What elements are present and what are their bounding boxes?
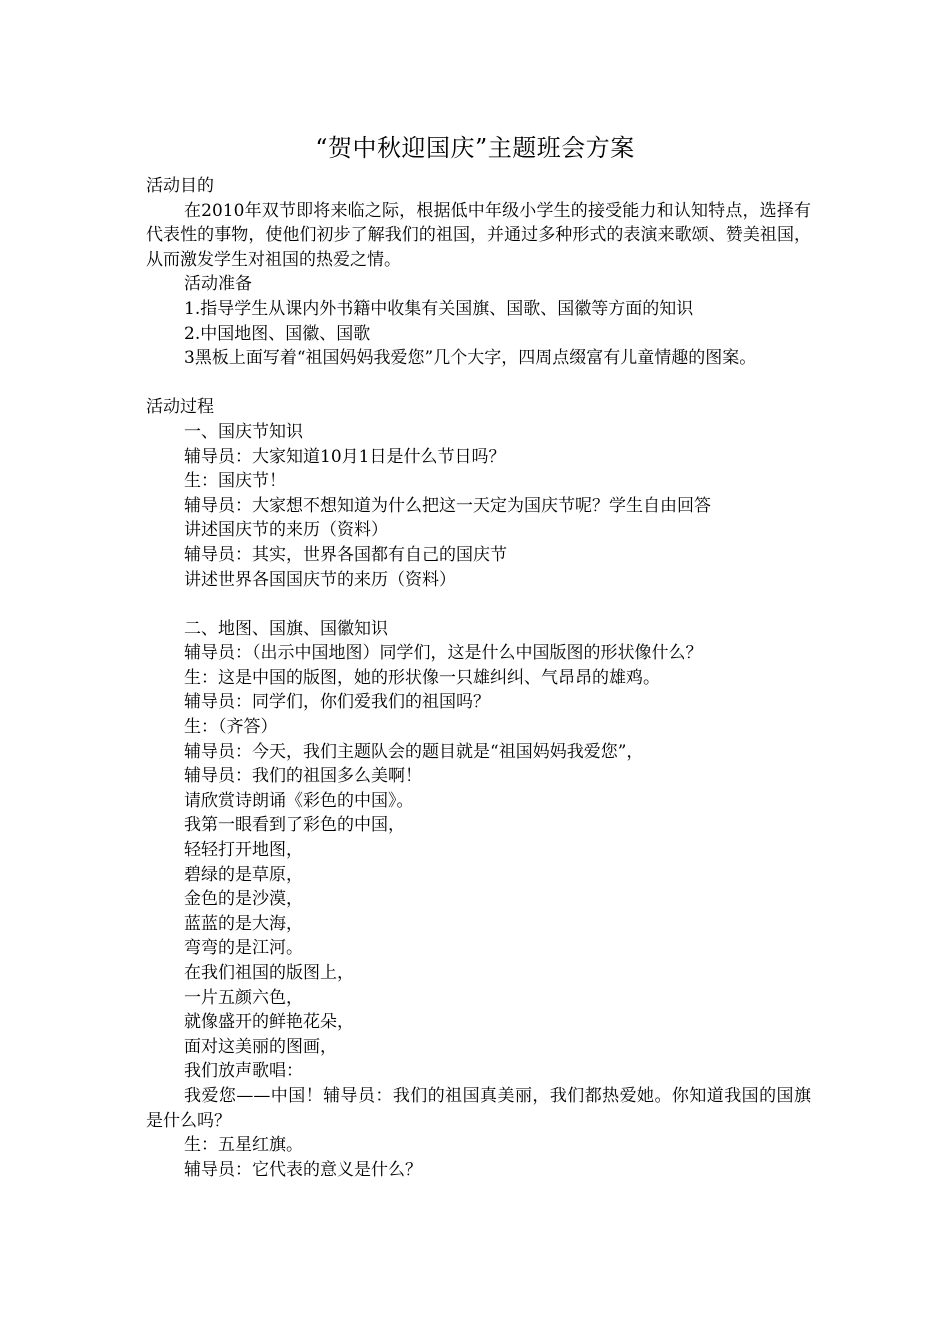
- blank-line: [146, 371, 811, 396]
- paragraph: 我们放声歌唱：: [184, 1061, 303, 1082]
- paragraph: 辅导员：大家想不想知道为什么把这一天定为国庆节呢？学生自由回答: [184, 495, 711, 516]
- paragraph: 讲述世界各国国庆节的来历（资料）: [184, 569, 456, 590]
- paragraph: 辅导员：（出示中国地图）同学们，这是什么中国版图的形状像什么？: [184, 643, 703, 664]
- paragraph: 碧绿的是草原，: [184, 864, 303, 885]
- paragraph: 蓝蓝的是大海，: [184, 913, 303, 934]
- paragraph: 辅导员：今天，我们主题队会的题目就是“祖国妈妈我爱您”，: [184, 741, 644, 762]
- paragraph: 2.中国地图、国徽、国歌: [184, 323, 371, 344]
- paragraph: 二、地图、国旗、国徽知识: [184, 618, 388, 639]
- blank-line: [146, 592, 811, 617]
- paragraph: 生：这是中国的版图，她的形状像一只雄纠纠、气昂昂的雄鸡。: [184, 667, 660, 688]
- paragraph: 辅导员：大家知道10月1日是什么节日吗？: [184, 446, 506, 467]
- paragraph: 在2010年双节即将来临之际，根据低中年级小学生的接受能力和认知特点，选择有代表性的事物，使他们初步了解我们的祖国，并通过多种形式的表演来歌颂、赞美祖国，从而激发学生对祖国的热爱之情。: [146, 200, 811, 270]
- paragraph: 辅导员：我们的祖国多么美啊！: [184, 766, 422, 787]
- paragraph: 一片五颜六色，: [184, 987, 303, 1008]
- paragraph: 就像盛开的鲜艳花朵，: [184, 1012, 354, 1033]
- paragraph: 请欣赏诗朗诵《彩色的中国》。: [184, 790, 414, 811]
- paragraph: 活动准备: [184, 274, 252, 295]
- paragraph: 1.指导学生从课内外书籍中收集有关国旗、国歌、国徽等方面的知识: [184, 298, 694, 319]
- paragraph: 轻轻打开地图，: [184, 840, 303, 861]
- paragraph: 活动过程: [146, 397, 214, 418]
- paragraph: 辅导员：同学们，你们爱我们的祖国吗？: [184, 692, 490, 713]
- paragraph: 辅导员：其实，世界各国都有自己的国庆节: [184, 544, 507, 565]
- paragraph: 金色的是沙漠，: [184, 889, 303, 910]
- paragraph: 一、国庆节知识: [184, 421, 303, 442]
- paragraph: 生：五星红旗。: [184, 1135, 303, 1156]
- paragraph: 面对这美丽的图画，: [184, 1036, 337, 1057]
- paragraph: 讲述国庆节的来历（资料）: [184, 520, 388, 541]
- paragraph: 3黑板上面写着“祖国妈妈我爱您”几个大字，四周点缀富有儿童情趣的图案。: [184, 348, 757, 369]
- paragraph: 生：（齐答）: [184, 717, 278, 738]
- document-title: “贺中秋迎国庆”主题班会方案: [315, 134, 635, 162]
- document-body: [146, 174, 811, 1182]
- paragraph: 弯弯的是江河。: [184, 938, 303, 959]
- paragraph: 我爱您——中国！辅导员：我们的祖国真美丽，我们都热爱她。你知道我国的国旗是什么吗？: [146, 1085, 811, 1131]
- paragraph: 活动目的: [146, 176, 214, 196]
- paragraph: 辅导员：它代表的意义是什么？: [184, 1159, 422, 1180]
- paragraph: 我第一眼看到了彩色的中国，: [184, 815, 405, 836]
- paragraph: 在我们祖国的版图上，: [184, 963, 354, 983]
- paragraph: 生：国庆节！: [184, 471, 286, 492]
